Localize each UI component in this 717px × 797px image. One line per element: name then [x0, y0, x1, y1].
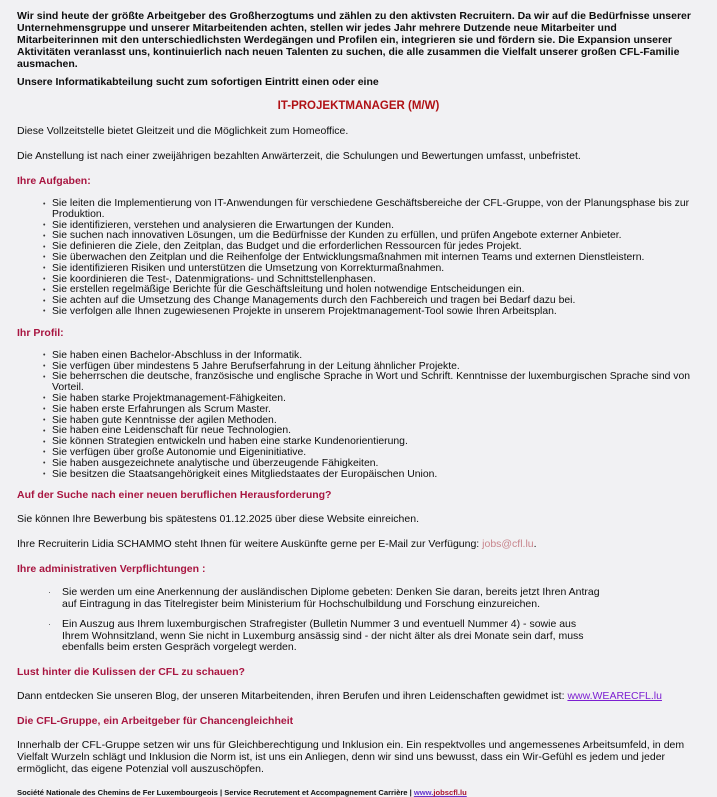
task-item: • Sie verfolgen alle Ihnen zugewiesenen Projekte in unserem Projektmanagement-Tool sowie Ihren Arbeitsplan.: [43, 307, 700, 318]
contract-line: Die Anstellung ist nach einer zweijährigen bezahlten Anwärterzeit, die Schulungen und Bewertungen umfasst, unbefristet.: [17, 150, 581, 162]
profile-heading: Ihr Profil:: [17, 326, 64, 339]
application-heading: Auf der Suche nach einer neuen beruflichen Herausforderung?: [17, 489, 332, 502]
profile-item: • Sie haben eine Leidenschaft für neue Technologien.: [43, 426, 700, 437]
footer-link-www: www.: [413, 788, 434, 797]
job-title: IT-PROJEKTMANAGER (M/W): [277, 100, 440, 112]
admin-list: [17, 587, 700, 662]
profile-item: • Sie haben starke Projektmanagement-Fähigkeiten.: [43, 394, 700, 405]
recruiter-email-link[interactable]: jobs@cfl.lu: [482, 538, 534, 551]
equality-paragraph: Innerhalb der CFL-Gruppe setzen wir uns für Gleichberechtigung und Inklusion ein. Ein respektvolles und angemessenes Arbeitsumfeld, in dem Vielfalt Wurzeln schlägt und Inklusion die Norm ist, ist uns ein Anliegen, denn wir sind uns bewusst, dass ein Wir-Gefühl es jedem und jeder ermöglicht, das eigene Potenzial voll auszuschöpfen.: [17, 739, 685, 776]
task-item: • Sie suchen nach innovativen Lösungen, um die Bedürfnisse der Kunden zu erfüllen, und prüfen Angebote externer Anbieter.: [43, 231, 700, 242]
blog-line: [17, 690, 700, 702]
admin-heading: Ihre administrativen Verpflichtungen :: [17, 563, 206, 576]
profile-item: • Sie besitzen die Staatsangehörigkeit eines Mitgliedstaates der Europäischen Union.: [43, 470, 700, 481]
profile-item: • Sie verfügen über mindestens 5 Jahre Berufserfahrung in der Leitung ähnlicher Projekte.: [43, 362, 700, 373]
profile-item: • Sie verfügen über große Autonomie und Eigeninitiative.: [43, 448, 700, 459]
profile-item: • Sie haben gute Kenntnisse der agilen Methoden.: [43, 416, 700, 427]
footer-link-domain: jobscfl.lu: [433, 788, 467, 797]
blog-line-prefix: Dann entdecken Sie unseren Blog, der unseren Mitarbeitenden, ihren Berufen und ihren Leidenschaften gewidmet ist:: [17, 690, 568, 703]
task-item: • Sie leiten die Implementierung von IT-Anwendungen für verschiedene Geschäftsbereiche der CFL-Gruppe, von der Planungsphase bis zur Produktion.: [43, 199, 700, 221]
profile-item: • Sie haben erste Erfahrungen als Scrum Master.: [43, 405, 700, 416]
profile-item: • Sie beherrschen die deutsche, französische und englische Sprache in Wort und Schrift. Kenntnisse der luxemburgischen Sprache sind von Vorteil.: [43, 372, 700, 394]
task-item: • Sie identifizieren Risiken und unterstützen die Umsetzung von Korrekturmaßnahmen.: [43, 264, 700, 275]
footer-text: Société Nationale des Chemins de Fer Luxembourgeois | Service Recrutement et Accompagnement Carrière |: [17, 788, 414, 797]
application-deadline-line: Sie können Ihre Bewerbung bis spätestens 01.12.2025 über diese Website einreichen.: [17, 513, 419, 526]
task-item: • Sie achten auf die Umsetzung des Change Managements durch den Fachbereich und tragen bei Bedarf dazu bei.: [43, 296, 700, 307]
tasks-list: [17, 199, 700, 318]
admin-item: · Sie werden um eine Anerkennung der ausländischen Diplome gebeten: Denken Sie daran, bereits jetzt Ihren Antrag auf Eintragung in das Titelregister beim Ministerium für Hochschulbildung und Forschung einzureichen.: [62, 587, 605, 610]
admin-item: · Ein Auszug aus Ihrem luxemburgischen Strafregister (Bulletin Nummer 3 und eventuell Nummer 4) - sowie aus Ihrem Wohnsitzland, wenn Sie nicht in Luxemburg ansässig sind - der nicht älter als drei Monate sein darf, muss ebenfalls beim ersten Gespräch vorgelegt werden.: [62, 619, 605, 653]
task-item: • Sie definieren die Ziele, den Zeitplan, das Budget und die erforderlichen Ressourcen für jedes Projekt.: [43, 242, 700, 253]
blog-heading: Lust hinter die Kulissen der CFL zu schauen?: [17, 666, 245, 679]
fulltime-line: Diese Vollzeitstelle bietet Gleitzeit und die Möglichkeit zum Homeoffice.: [17, 125, 349, 137]
recruiter-line-prefix: Ihre Recruiterin Lidia SCHAMMO steht Ihnen für weitere Auskünfte gerne per E-Mail zur Verfügung:: [17, 538, 483, 551]
task-item: • Sie überwachen den Zeitplan und die Reihenfolge der Entwicklungsmaßnahmen mit internen Teams und externen Dienstleistern.: [43, 253, 700, 264]
task-item: • Sie identifizieren, verstehen und analysieren die Erwartungen der Kunden.: [43, 221, 700, 232]
recruiter-line-suffix: .: [533, 538, 537, 551]
task-item: • Sie erstellen regelmäßige Berichte für die Geschäftsleitung und holen notwendige Entscheidungen ein.: [43, 285, 700, 296]
footer-line: [17, 788, 700, 797]
footer-link[interactable]: [414, 788, 467, 797]
recruiter-line: [17, 538, 700, 550]
tasks-heading: Ihre Aufgaben:: [17, 175, 91, 187]
profile-item: • Sie haben einen Bachelor-Abschluss in der Informatik.: [43, 351, 700, 362]
blog-link[interactable]: www.WEARECFL.lu: [567, 690, 662, 703]
department-line: Unsere Informatikabteilung sucht zum sofortigen Eintritt einen oder eine: [17, 76, 379, 88]
intro-paragraph: Wir sind heute der größte Arbeitgeber des Großherzogtums und zählen zu den aktivsten Recruitern. Da wir auf die Bedürfnisse unserer Unternehmensgruppe und unserer Mitarbeitenden achten, stellen wir jedes Jahr mehrere Dutzende neue Mitarbeiter und Mitarbeiterinnen mit den unterschiedlichsten Werdegängen und Profilen ein, integrieren sie und fördern sie. Die Expansion unserer Aktivitäten veranlasst uns, kontinuierlich nach neuen Talenten zu suchen, die alle zusammen die Vielfalt unserer großen CFL-Familie ausmachen.: [17, 10, 691, 70]
profile-item: • Sie haben ausgezeichnete analytische und überzeugende Fähigkeiten.: [43, 459, 700, 470]
task-item: • Sie koordinieren die Test-, Datenmigrations- und Schnittstellenphasen.: [43, 275, 700, 286]
profile-list: [17, 351, 700, 481]
profile-item: • Sie können Strategien entwickeln und haben eine starke Kundenorientierung.: [43, 437, 700, 448]
equality-heading: Die CFL-Gruppe, ein Arbeitgeber für Chancengleichheit: [17, 715, 294, 728]
